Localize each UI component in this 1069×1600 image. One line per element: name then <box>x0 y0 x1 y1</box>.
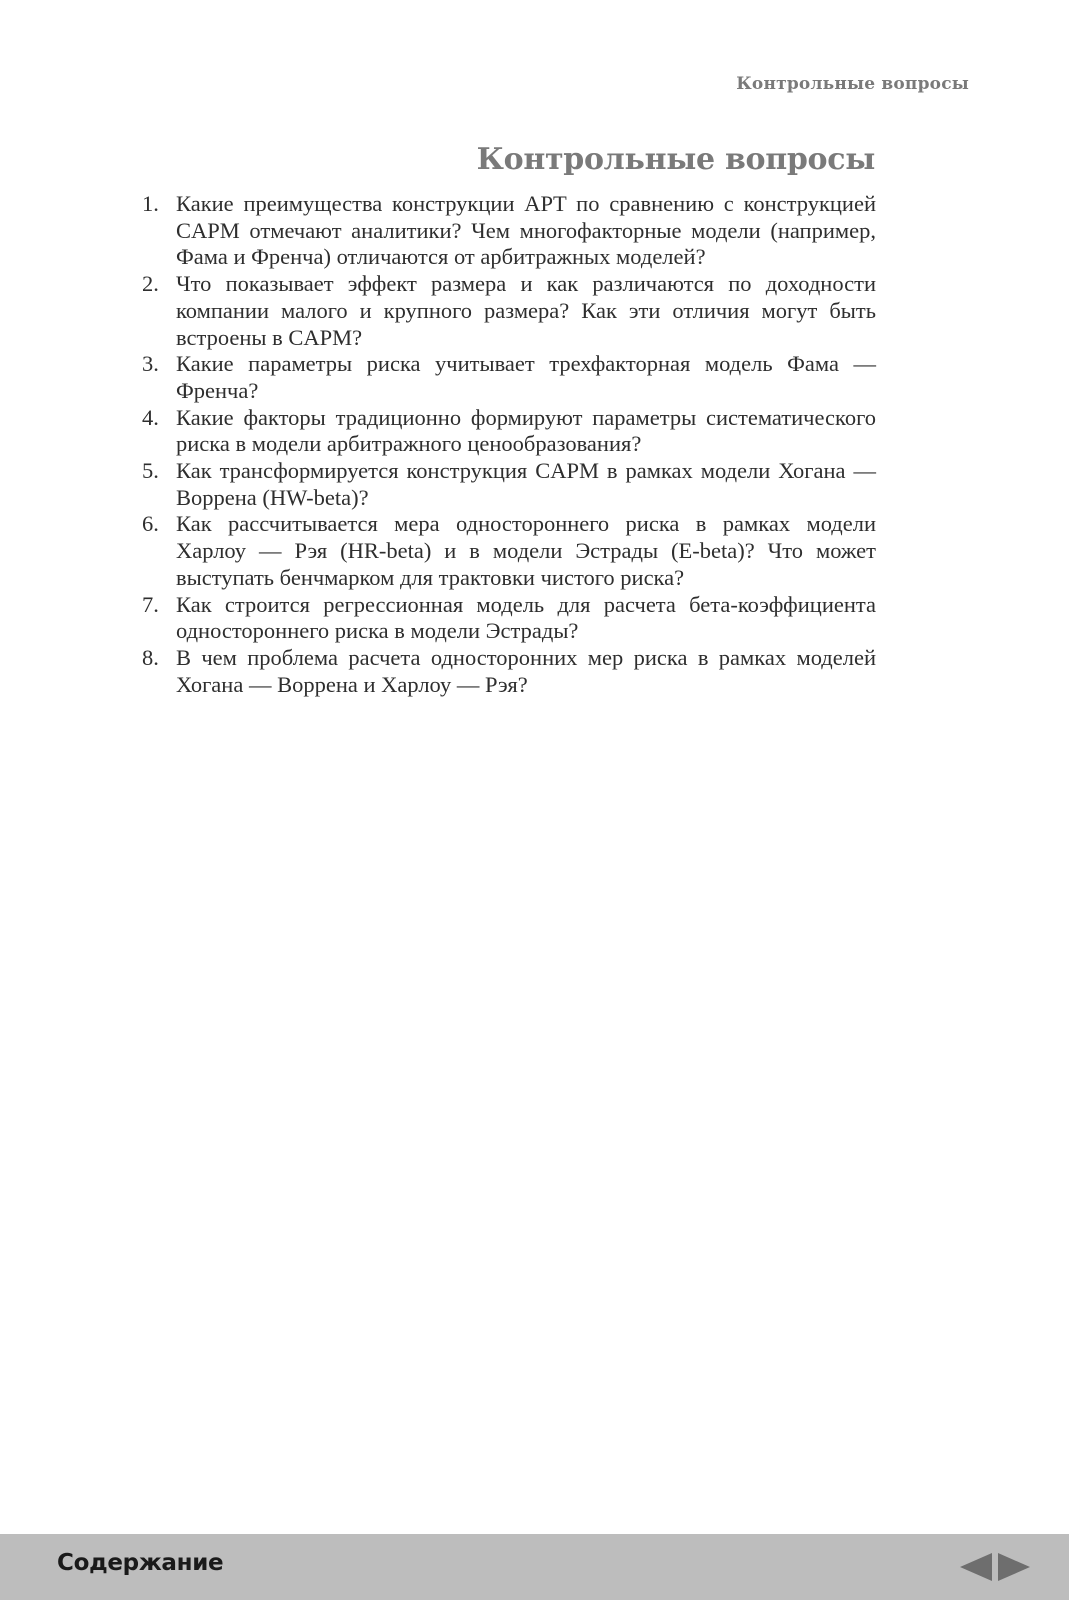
question-number: 5. <box>142 458 159 484</box>
question-item <box>138 271 876 351</box>
question-text: Какие параметры риска учитывает трехфакторная модель Фама — Френча? <box>176 351 876 403</box>
questions-list <box>138 191 876 698</box>
running-header: Контрольные вопросы <box>736 74 969 94</box>
question-item <box>138 511 876 591</box>
question-number: 2. <box>142 271 159 297</box>
question-number: 7. <box>142 591 159 617</box>
question-number: 6. <box>142 511 159 537</box>
question-item <box>138 405 876 458</box>
question-number: 3. <box>142 351 159 377</box>
question-item <box>138 191 876 271</box>
question-number: 1. <box>142 191 159 216</box>
question-number: 8. <box>142 644 159 670</box>
question-text: Что показывает эффект размера и как различаются по доходности компании малого и крупного размера? Как эти отличия могут быть встроены в CAPM? <box>176 271 876 350</box>
page-navigation <box>959 1552 1031 1582</box>
question-item <box>138 645 876 698</box>
question-item <box>138 458 876 511</box>
table-of-contents-link[interactable]: Содержание <box>57 1550 224 1576</box>
question-item <box>138 351 876 404</box>
question-text: В чем проблема расчета односторонних мер риска в рамках моделей Хогана — Воррена и Харлоу — Рэя? <box>176 644 876 697</box>
footer-navigation-bar <box>0 1534 1069 1600</box>
section-title: Контрольные вопросы <box>476 142 875 177</box>
question-text: Какие факторы традиционно формируют параметры систематического риска в модели арбитражного ценообразования? <box>176 404 876 457</box>
question-text: Как трансформируется конструкция CAPM в рамках модели Хогана — Воррена (HW-beta)? <box>176 458 876 510</box>
question-text: Как строится регрессионная модель для расчета бета-коэффициента одностороннего риска в модели Эстрады? <box>176 591 876 644</box>
question-item <box>138 592 876 645</box>
question-text: Как рассчитывается мера одностороннего риска в рамках модели Харлоу — Рэя (HR-beta) и в модели Эстрады (E-beta)? Что может выступать бенчмарком для трактовки чистого риска? <box>176 511 876 590</box>
triangle-left-icon[interactable] <box>959 1552 993 1582</box>
question-number: 4. <box>142 404 159 430</box>
triangle-right-icon[interactable] <box>997 1552 1031 1582</box>
question-text: Какие преимущества конструкции APT по сравнению с конструкцией CAPM отмечают аналитики? Чем многофакторные модели (например, Фама и Френча) отличаются от арбитражных моделей? <box>176 191 876 270</box>
